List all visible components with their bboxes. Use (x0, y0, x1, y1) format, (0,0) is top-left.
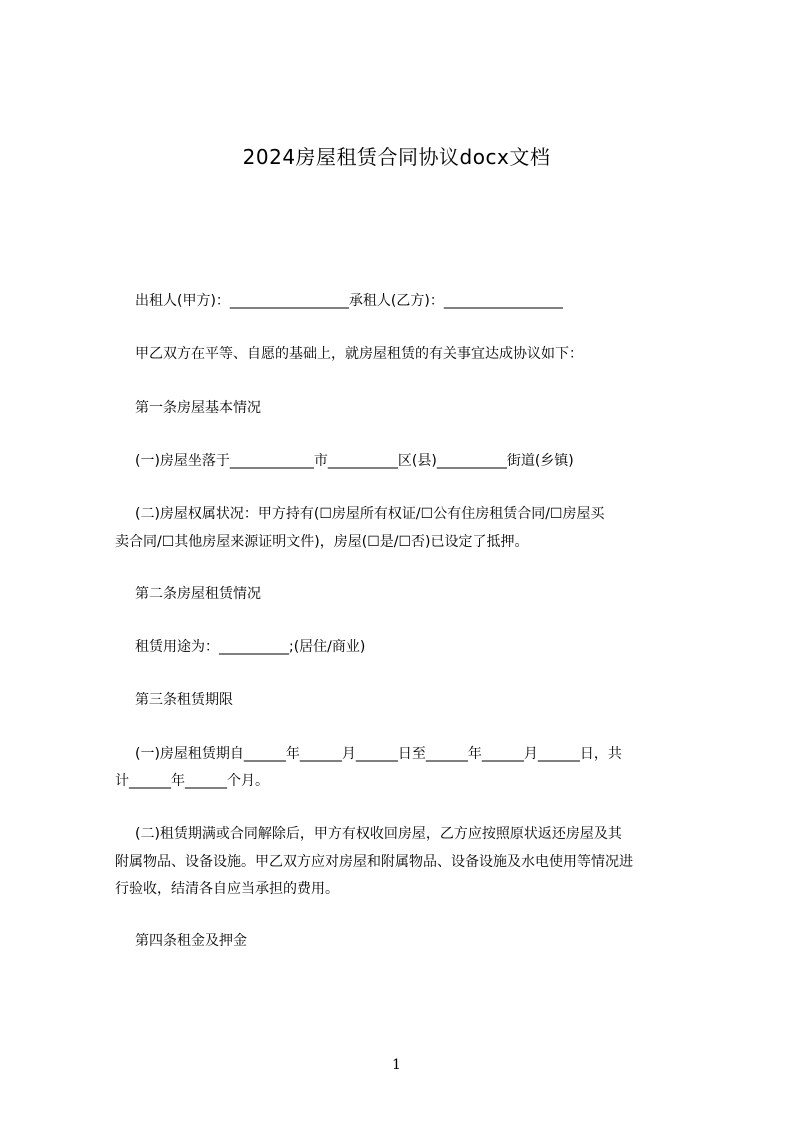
ownership-line-2: 卖合同/☐其他房屋来源证明文件)，房屋(☐是/☐否)已设定了抵押。 (115, 534, 529, 550)
term-line-1: (一)房屋租赁期自______年______月______日至______年______月______日，共 (135, 746, 622, 762)
article-1-heading: 第一条房屋基本情况 (135, 400, 261, 416)
usage-line: 租赁用途为：__________;(居住/商业) (135, 639, 366, 655)
return-line-1: (二)租赁期满或合同解除后，甲方有权收回房屋，乙方应按照原状返还房屋及其 (135, 826, 622, 842)
article-4-heading: 第四条租金及押金 (135, 933, 247, 949)
page-number: 1 (392, 1057, 401, 1073)
return-line-3: 行验收，结清各自应当承担的费用。 (115, 881, 339, 897)
location-line: (一)房屋坐落于____________市__________区(县)__________街道(乡镇) (135, 453, 574, 469)
intro-paragraph: 甲乙双方在平等、自愿的基础上，就房屋租赁的有关事宜达成协议如下： (135, 346, 583, 362)
term-line-2: 计______年______个月。 (115, 773, 269, 789)
article-2-heading: 第二条房屋租赁情况 (135, 586, 261, 602)
document-title: 2024房屋租赁合同协议docx文档 (242, 145, 551, 169)
return-line-2: 附属物品、设备设施。甲乙双方应对房屋和附属物品、设备设施及水电使用等情况进 (115, 854, 633, 870)
ownership-line-1: (二)房屋权属状况：甲方持有(☐房屋所有权证/☐公有住房租赁合同/☐房屋买 (135, 506, 605, 522)
article-3-heading: 第三条租赁期限 (135, 692, 233, 708)
parties-line: 出租人(甲方)：_________________承租人(乙方)：_________________ (135, 293, 563, 309)
